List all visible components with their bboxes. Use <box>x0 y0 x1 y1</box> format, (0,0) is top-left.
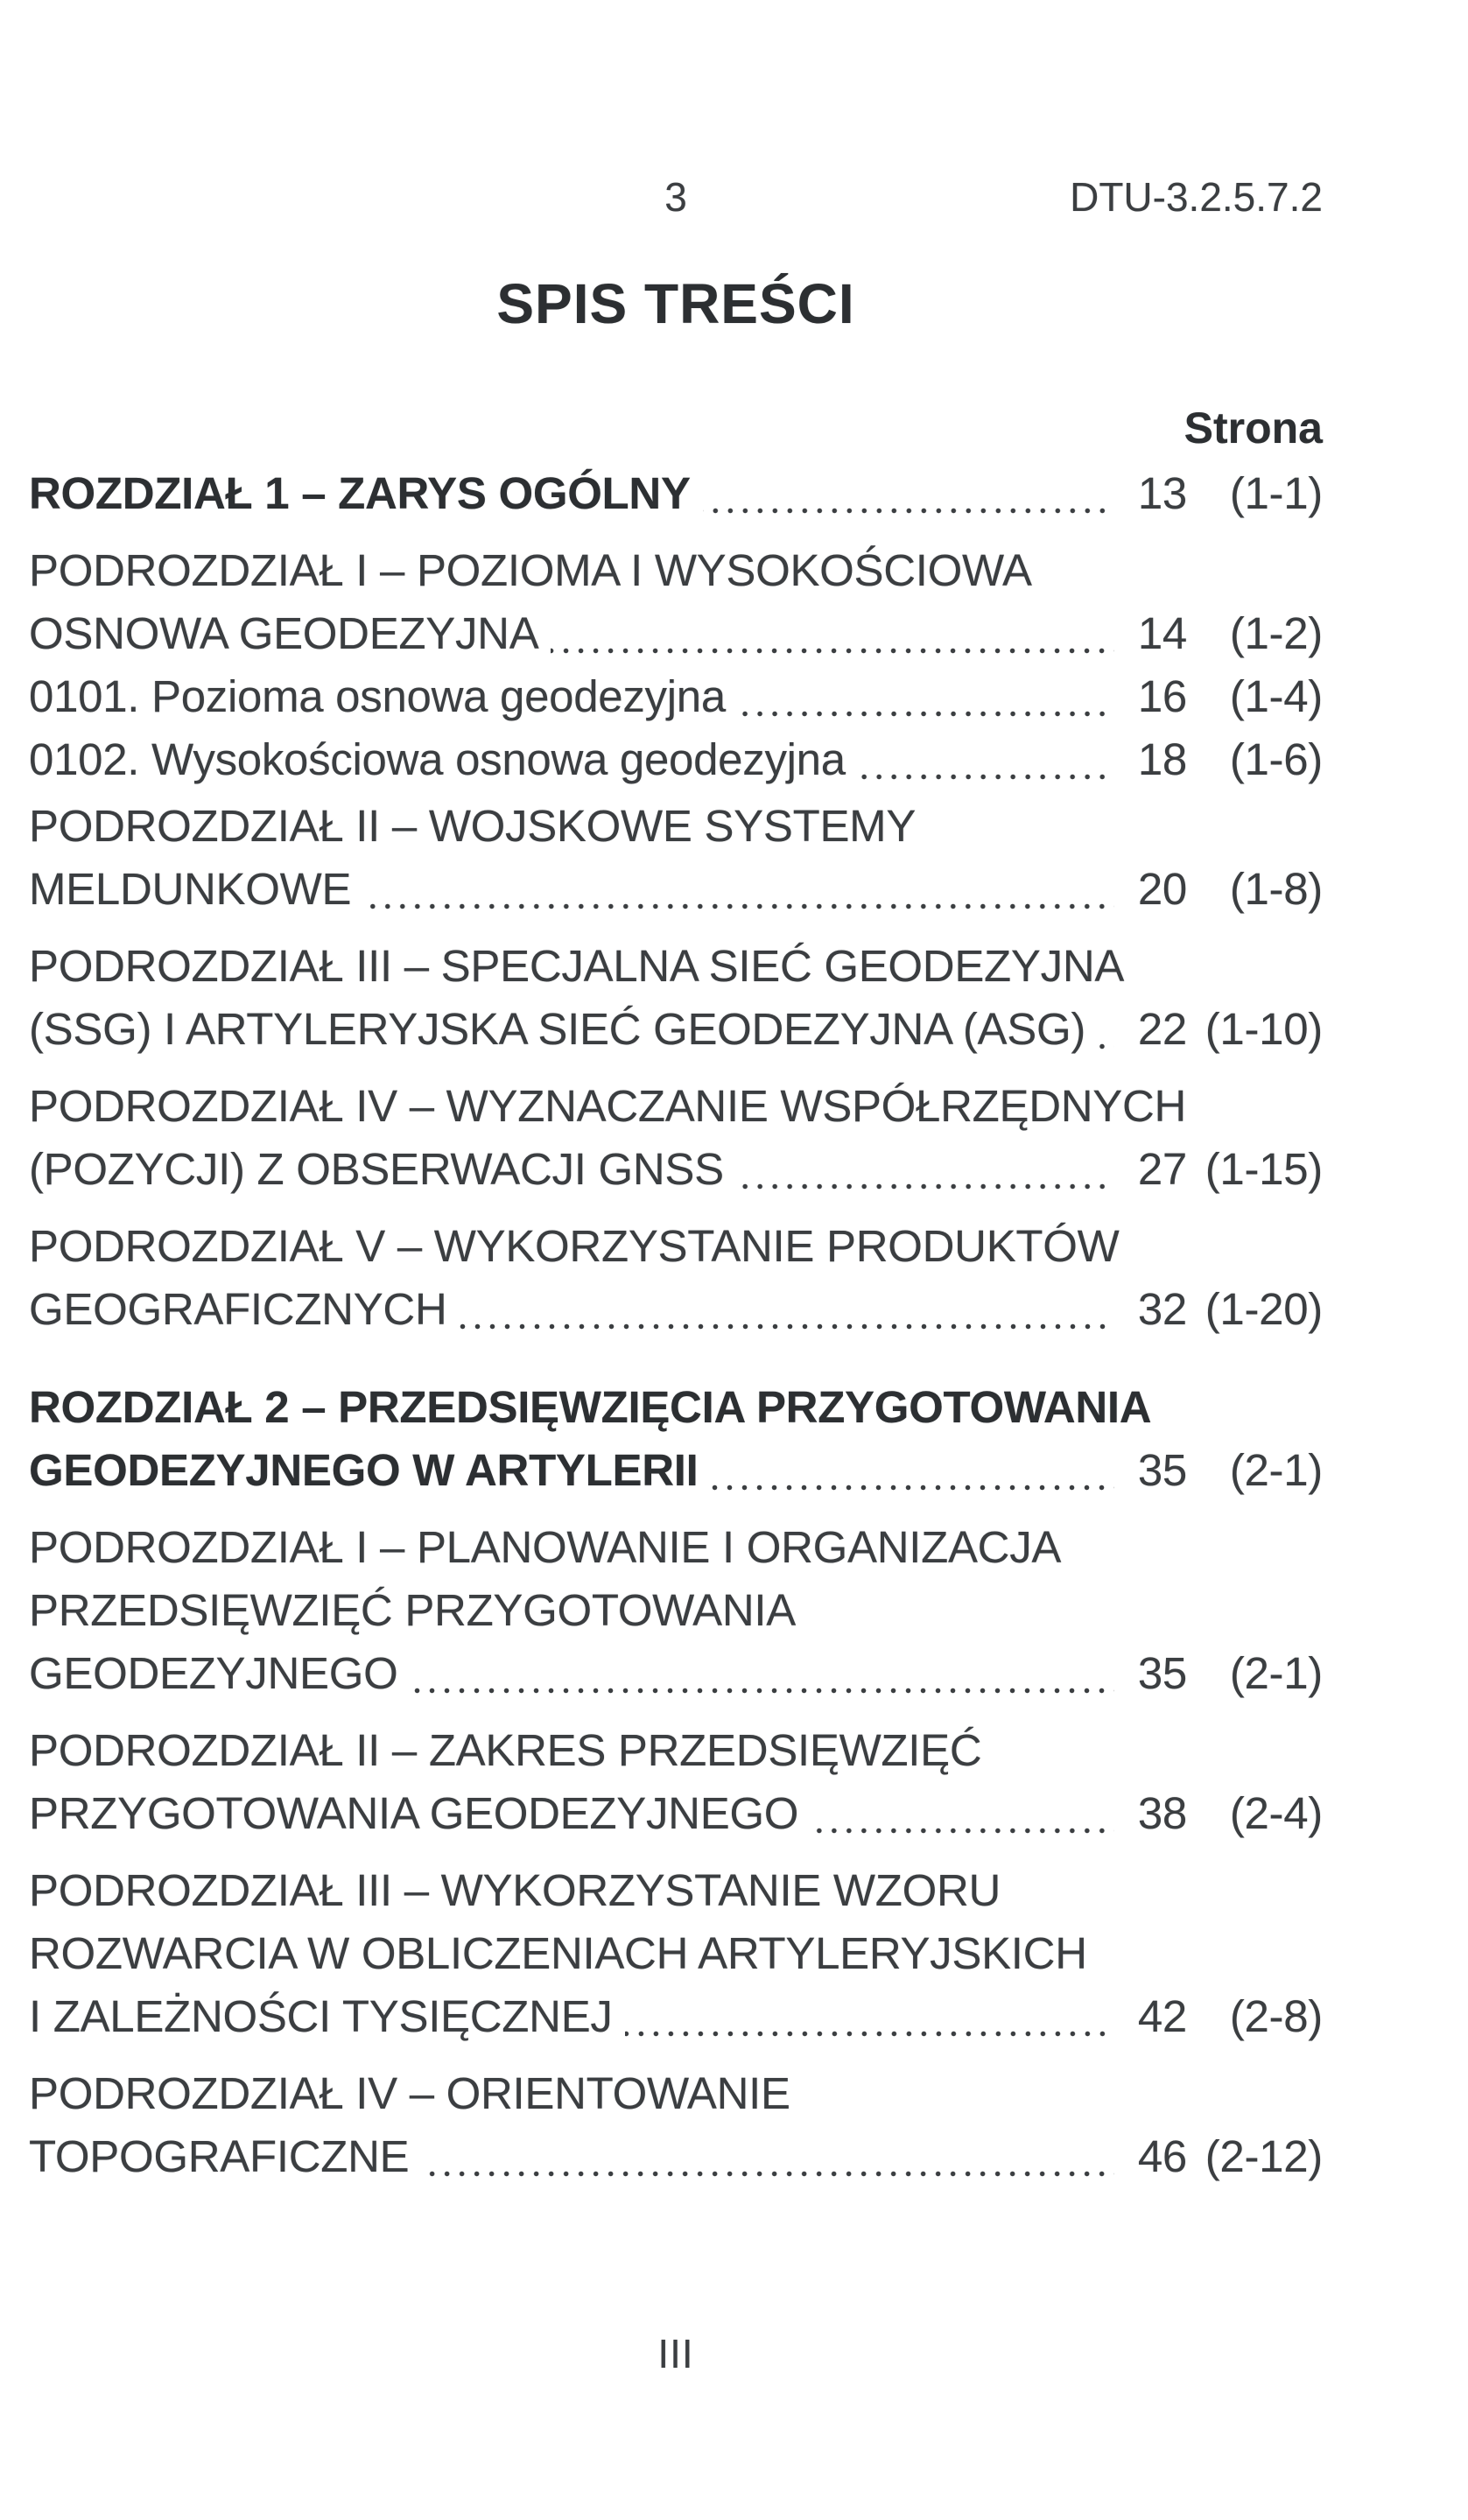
toc-entry-text: 0101. Pozioma osnowa geodezyjna <box>29 671 726 721</box>
toc-row <box>29 1138 1323 1201</box>
toc-entry-text: GEOGRAFICZNYCH <box>29 1284 447 1334</box>
toc-page-number: 35 <box>1137 1648 1187 1698</box>
dot-leader <box>363 903 1114 909</box>
toc-row <box>29 2125 1323 2188</box>
toc-paragraph-ref: (2-4) <box>1229 1788 1323 1838</box>
toc-entry-text: (SSG) I ARTYLERYJSKA SIEĆ GEODEZYJNA (ASG) <box>29 1004 1086 1054</box>
toc-row <box>29 1922 1323 1985</box>
toc-page-number: 20 <box>1137 864 1187 914</box>
toc-row <box>29 539 1323 602</box>
toc-entry-text: MELDUNKOWE <box>29 864 352 914</box>
toc-paragraph-ref: (2-1) <box>1229 1648 1323 1698</box>
toc-paragraph-ref: (1-20) <box>1205 1284 1323 1334</box>
toc-row <box>29 1782 1323 1845</box>
toc-page-number: 16 <box>1137 671 1187 721</box>
dot-leader <box>811 1828 1114 1834</box>
toc-paragraph-ref: (1-10) <box>1205 1004 1323 1054</box>
page-footer <box>29 2331 1323 2376</box>
toc-row <box>29 728 1323 791</box>
toc-entry <box>29 728 1323 791</box>
toc-entry-text: PODROZDZIAŁ III – SPECJALNA SIEĆ GEODEZYJNA <box>29 941 1125 991</box>
toc-row <box>29 665 1323 728</box>
toc-row <box>29 1439 1323 1502</box>
page-content <box>29 0 1323 2520</box>
toc-entry <box>29 539 1323 665</box>
toc-row <box>29 1278 1323 1341</box>
toc-entry-text: PRZYGOTOWANIA GEODEZYJNEGO <box>29 1788 799 1838</box>
toc-list <box>29 462 1323 2202</box>
page-header <box>29 174 1323 221</box>
toc-page-number: 14 <box>1137 608 1187 658</box>
toc-entry <box>29 795 1323 921</box>
toc-entry <box>29 2062 1323 2188</box>
toc-page-number: 32 <box>1137 1284 1187 1334</box>
toc-entry-text: PODROZDZIAŁ IV – WYZNACZANIE WSPÓŁRZĘDNYCH <box>29 1081 1187 1131</box>
toc-paragraph-ref: (1-2) <box>1229 608 1323 658</box>
toc-entry <box>29 1215 1323 1341</box>
page-column-header: Strona <box>1184 404 1323 453</box>
toc-row <box>29 1579 1323 1642</box>
dot-leader <box>738 711 1114 717</box>
page-title: SPIS TREŚCI <box>496 272 855 335</box>
toc-row <box>29 2062 1323 2125</box>
toc-page-number: 46 <box>1137 2131 1187 2181</box>
toc-entry <box>29 1376 1323 1502</box>
toc-row <box>29 1985 1323 2048</box>
toc-page-number: 13 <box>1137 468 1187 518</box>
toc-entry <box>29 1516 1323 1705</box>
toc-row <box>29 858 1323 921</box>
dot-leader <box>410 1688 1114 1694</box>
toc-page-number: 22 <box>1137 1004 1187 1054</box>
toc-row <box>29 1859 1323 1922</box>
toc-page-number: 38 <box>1137 1788 1187 1838</box>
toc-entry-text: I ZALEŻNOŚCI TYSIĘCZNEJ <box>29 1991 613 2041</box>
toc-entry-text: PODROZDZIAŁ II – WOJSKOWE SYSTEMY <box>29 801 917 851</box>
toc-row <box>29 1075 1323 1138</box>
toc-entry <box>29 1719 1323 1845</box>
toc-entry-text: PODROZDZIAŁ I – POZIOMA I WYSOKOŚCIOWA <box>29 545 1032 595</box>
dot-leader <box>460 1323 1115 1330</box>
toc-entry-text: GEODEZYJNEGO <box>29 1648 398 1698</box>
toc-entry <box>29 1859 1323 2048</box>
toc-entry <box>29 935 1323 1061</box>
toc-paragraph-ref: (2-12) <box>1205 2131 1323 2181</box>
toc-row <box>29 795 1323 858</box>
dot-leader <box>1098 1043 1114 1049</box>
toc-row <box>29 1642 1323 1705</box>
toc-row <box>29 998 1323 1061</box>
toc-row <box>29 602 1323 665</box>
toc-entry-text: (POZYCJI) Z OBSERWACJI GNSS <box>29 1144 724 1194</box>
toc-page-number: 35 <box>1137 1445 1187 1495</box>
toc-page-number: 42 <box>1137 1991 1187 2041</box>
toc-entry-text: PODROZDZIAŁ I – PLANOWANIE I ORGANIZACJA <box>29 1522 1062 1572</box>
toc-entry-text: PODROZDZIAŁ IV – ORIENTOWANIE <box>29 2068 790 2118</box>
toc-paragraph-ref: (1-6) <box>1229 734 1323 784</box>
dot-leader <box>736 1183 1114 1190</box>
dot-leader <box>858 774 1114 780</box>
header-doc-code: DTU-3.2.5.7.2 <box>1070 174 1323 220</box>
toc-paragraph-ref: (1-15) <box>1205 1144 1323 1194</box>
header-page-number: 3 <box>664 174 687 220</box>
toc-entry-text: PODROZDZIAŁ III – WYKORZYSTANIE WZORU <box>29 1865 1001 1915</box>
toc-entry-text: PRZEDSIĘWZIĘĆ PRZYGOTOWANIA <box>29 1585 796 1635</box>
toc-entry-text: ROZDZIAŁ 1 – ZARYS OGÓLNY <box>29 468 691 518</box>
toc-entry-text: PODROZDZIAŁ II – ZAKRES PRZEDSIĘWZIĘĆ <box>29 1725 982 1775</box>
dot-leader <box>710 1485 1114 1491</box>
toc-row <box>29 1215 1323 1278</box>
toc-entry-text: ROZDZIAŁ 2 – PRZEDSIĘWZIĘCIA PRZYGOTOWANIA <box>29 1382 1152 1432</box>
toc-entry-text: GEODEZYJNEGO W ARTYLERII <box>29 1445 699 1495</box>
toc-entry-text: ROZWARCIA W OBLICZENIACH ARTYLERYJSKICH <box>29 1928 1087 1978</box>
toc-entry-text: OSNOWA GEODEZYJNA <box>29 608 539 658</box>
dot-leader <box>703 508 1114 514</box>
toc-row <box>29 1376 1323 1439</box>
dot-leader <box>625 2031 1114 2037</box>
toc-row <box>29 1719 1323 1782</box>
toc-paragraph-ref: (1-1) <box>1229 468 1323 518</box>
toc-entry-text: 0102. Wysokościowa osnowa geodezyjna <box>29 734 846 784</box>
toc-paragraph-ref: (2-8) <box>1229 1991 1323 2041</box>
toc-page-number: 18 <box>1137 734 1187 784</box>
toc-entry <box>29 462 1323 525</box>
toc-entry <box>29 1075 1323 1201</box>
toc-entry-text: TOPOGRAFICZNE <box>29 2131 410 2181</box>
toc-entry <box>29 665 1323 728</box>
toc-paragraph-ref: (1-8) <box>1229 864 1323 914</box>
dot-leader <box>421 2171 1114 2177</box>
toc-entry-text: PODROZDZIAŁ V – WYKORZYSTANIE PRODUKTÓW <box>29 1221 1120 1271</box>
toc-paragraph-ref: (1-4) <box>1229 671 1323 721</box>
toc-row <box>29 1516 1323 1579</box>
footer-page-number: III <box>657 2331 694 2376</box>
toc-row <box>29 462 1323 525</box>
toc-page-number: 27 <box>1137 1144 1187 1194</box>
dot-leader <box>551 648 1114 654</box>
toc-paragraph-ref: (2-1) <box>1229 1445 1323 1495</box>
toc-row <box>29 935 1323 998</box>
